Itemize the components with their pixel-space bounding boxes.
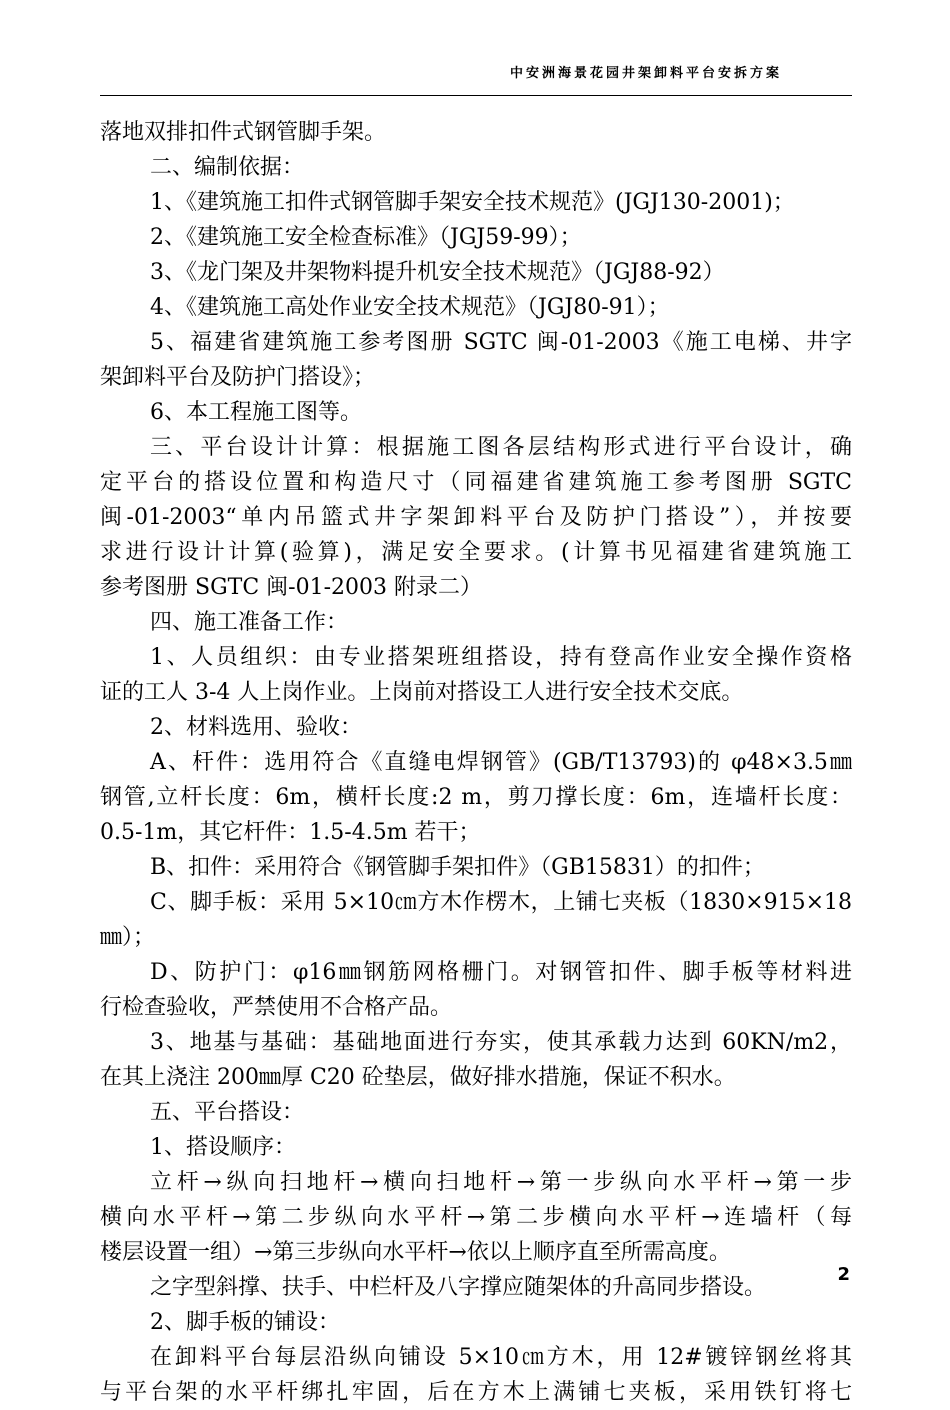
body-line: A、杆件：选用符合《直缝电焊钢管》(GB/T13793)的 φ48×3.5㎜	[150, 750, 852, 775]
body-line: 2、材料选用、验收：	[150, 715, 362, 740]
body-line: 横向水平杆→第二步纵向水平杆→第二步横向水平杆→连墙杆（每	[100, 1205, 852, 1230]
body-line: 与平台架的水平杆绑扎牢固，后在方木上满铺七夹板，采用铁钉将七	[100, 1380, 852, 1405]
body-line: 之字型斜撑、扶手、中栏杆及八字撑应随架体的升高同步搭设。	[150, 1275, 767, 1300]
body-line: 5、福建省建筑施工参考图册 SGTC 闽-01-2003《施工电梯、井字	[150, 330, 852, 355]
body-line: 三、平台设计计算：根据施工图各层结构形式进行平台设计，确	[150, 435, 852, 460]
body-line: 0.5-1m，其它杆件：1.5-4.5m 若干；	[100, 820, 481, 845]
body-line: 闽-01-2003“单内吊篮式井字架卸料平台及防护门搭设”），并按要	[100, 505, 852, 530]
body-line: 定平台的搭设位置和构造尺寸（同福建省建筑施工参考图册 SGTC	[100, 470, 852, 495]
body-line: 6、本工程施工图等。	[150, 400, 362, 425]
body-line: 落地双排扣件式钢管脚手架。	[100, 120, 387, 145]
body-line: 3、《龙门架及井架物料提升机安全技术规范》（JGJ88-92）	[150, 260, 725, 285]
body-line: ㎜）；	[100, 925, 156, 950]
body-line: 五、平台搭设：	[150, 1100, 305, 1125]
body-line: 4、《建筑施工高处作业安全技术规范》（JGJ80-91）；	[150, 295, 670, 320]
body-line: 1、《建筑施工扣件式钢管脚手架安全技术规范》(JGJ130-2001)；	[150, 190, 795, 215]
running-header: 中安洲海景花园井架卸料平台安拆方案	[509, 66, 782, 81]
header-rule	[100, 95, 852, 96]
body-line: 在其上浇注 200㎜厚 C20 砼垫层，做好排水措施，保证不积水。	[100, 1065, 736, 1090]
document-body	[100, 115, 852, 1410]
body-line: 立杆→纵向扫地杆→横向扫地杆→第一步纵向水平杆→第一步	[150, 1170, 852, 1195]
body-line: 行检查验收，严禁使用不合格产品。	[100, 995, 453, 1020]
body-line: 1、搭设顺序：	[150, 1135, 296, 1160]
body-line: 1、人员组织：由专业搭架班组搭设，持有登高作业安全操作资格	[150, 645, 852, 670]
body-line: 在卸料平台每层沿纵向铺设 5×10㎝方木，用 12#镀锌钢丝将其	[150, 1345, 852, 1370]
body-line: 求进行设计计算(验算)，满足安全要求。(计算书见福建省建筑施工	[100, 540, 852, 565]
body-line: 钢管,立杆长度：6m，横杆长度:2 m，剪刀撑长度：6m，连墙杆长度：	[100, 785, 852, 810]
body-line: 3、地基与基础：基础地面进行夯实，使其承载力达到 60KN/m2，	[150, 1030, 852, 1055]
body-line: D、防护门：φ16㎜钢筋网格栅门。对钢管扣件、脚手板等材料进	[150, 960, 852, 985]
page-number: 2	[837, 1264, 850, 1285]
body-line: 证的工人 3-4 人上岗作业。上岗前对搭设工人进行安全技术交底。	[100, 680, 744, 705]
body-line: 二、编制依据：	[150, 155, 305, 180]
body-line: B、扣件：采用符合《钢管脚手架扣件》（GB15831）的扣件；	[150, 855, 765, 880]
body-line: 四、施工准备工作：	[150, 610, 349, 635]
body-line: 参考图册 SGTC 闽-01-2003 附录二）	[100, 575, 482, 600]
body-line: 2、《建筑施工安全检查标准》（JGJ59-99）；	[150, 225, 582, 250]
body-line: 楼层设置一组）→第三步纵向水平杆→依以上顺序直至所需高度。	[100, 1240, 731, 1265]
body-line: C、脚手板：采用 5×10㎝方木作楞木，上铺七夹板（1830×915×18	[150, 890, 852, 915]
body-line: 2、脚手板的铺设：	[150, 1310, 340, 1335]
body-line: 架卸料平台及防护门搭设》；	[100, 365, 376, 390]
